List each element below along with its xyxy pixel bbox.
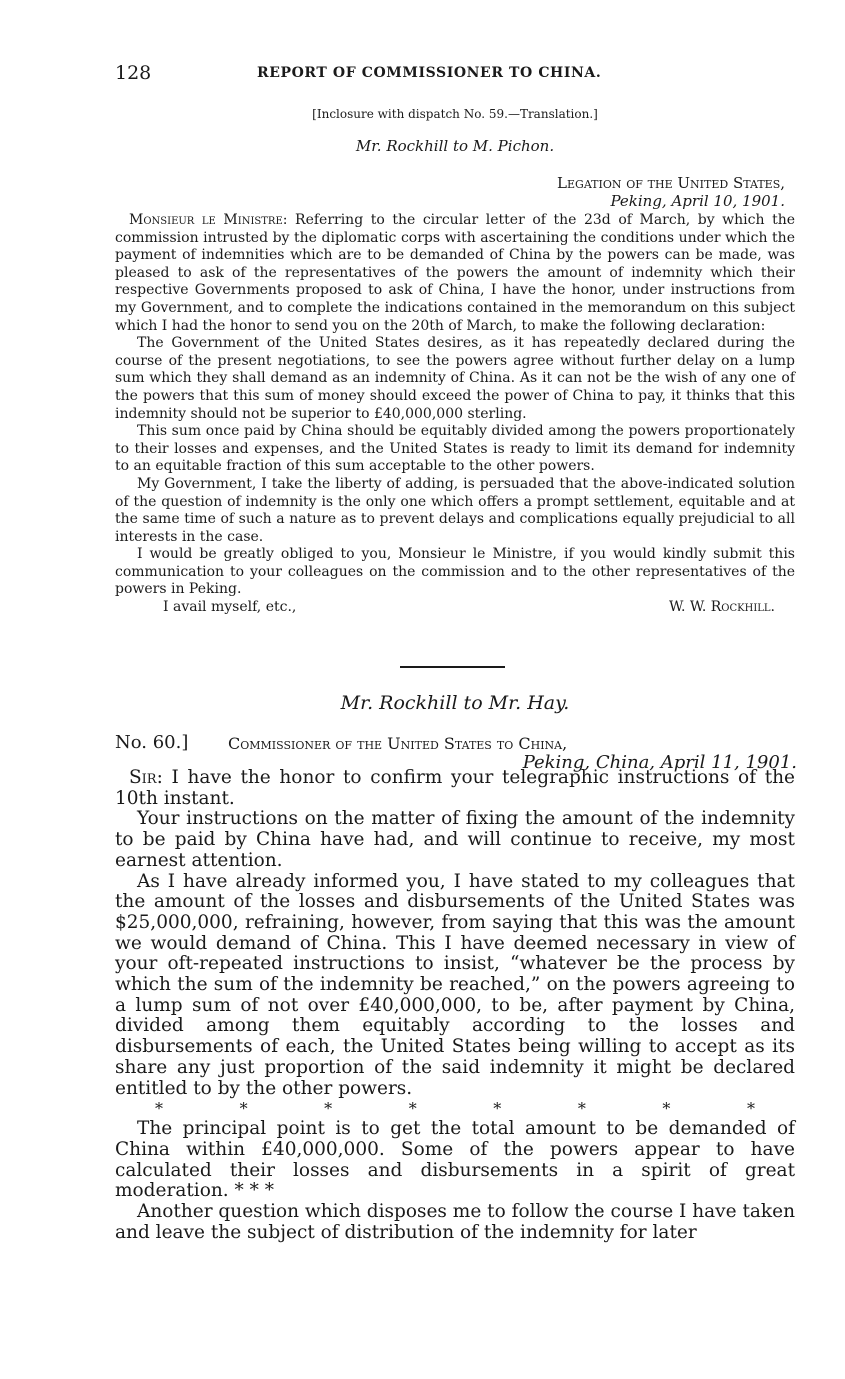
running-title: REPORT OF COMMISSIONER TO CHINA. [257,65,602,81]
section-divider [400,666,505,668]
letter1-paragraph-1 [115,212,795,335]
letter2-paragraph-3: As I have already informed you, I have stated to my colleagues that the amount of the losses and disbursements of the United States was $25,000,000, refraining, however, from saying that this was the amount we would demand of China. This I have deemed necessary in view of your oft-repeated instructions to insist, “whatever be the process by which the sum of the indemnity be reached,” on the powers agreeing to a lump sum of not over £40,000,000, to be, after payment by China, divided among them equitably according to the losses and disbursements of each, the United States being willing to accept as its share any just proportion of the said indemnity it might be declared entitled to by the other powers. [115,870,795,1099]
letter2-body [115,768,795,1243]
letter1-paragraph-3: This sum once paid by China should be equitably divided among the powers proportionately to their losses and expenses, and the United States is ready to limit its demand for indemnity to an equitable fraction of this sum acceptable to the other powers. [115,423,795,475]
letter1-paragraph-5: I would be greatly obliged to you, Monsieur le Ministre, if you would kindly submit this communication to your colleagues on the commission and to the other representatives of the powers in Peking. [115,546,795,598]
ellipsis-star: * [408,1099,417,1119]
ellipsis-star: * [662,1099,671,1119]
letter2-paragraph-2: Your instructions on the matter of fixing the amount of the indemnity to be paid by China have had, and will continue to receive, my most earnest attention. [115,808,795,871]
letter1-paragraph-1-text: Referring to the circular letter of the 23d of March, by which the commission intrusted by the diplomatic corps with ascertaining the conditions under which the payment of indemnities which are to be demanded of China by the powers can be made, was pleased to ask of the representatives of the powers the amount of indemnity which their respective Governments proposed to ask of China, I have the honor, under instructions from my Government, and to complete the indications contained in the memorandum on this subject which I had the honor to send you on the 20th of March, to make the following declaration: [115,212,796,334]
letter2-paragraph-5: Another question which disposes me to follow the course I have taken and leave the subject of distribution of the indemnity for later [115,1201,795,1243]
ellipsis-star: * [324,1099,333,1119]
letter2-dispatch-number: No. 60.] [115,732,189,753]
letter1-closing-line [115,599,795,619]
ellipsis-star: * [493,1099,502,1119]
letter1-paragraph-4: My Government, I take the liberty of adding, is persuaded that the above-indicated solution of the question of indemnity is the only one which offers a prompt settlement, equitable and at the same time of such a nature as to prevent delays and complications equally prejudicial to all interests in the case. [115,475,795,545]
letter2-salutation: Sir: [129,767,163,788]
letter1-paragraph-2: The Government of the United States desires, as it has repeatedly declared during the course of the present negotiations, to see the powers agree without further delay on a lump sum which they shall demand as an indemnity of China. As it can not be the wish of any one of the powers that this sum of money should exceed the power of China to pay, it thinks that this indemnity should not be superior to £40,000,000 sterling. [115,335,795,422]
letter2-heading: Mr. Rockhill to Mr. Hay. [340,692,570,714]
running-head [115,62,795,88]
letter1-salutation: Monsieur le Ministre: [129,212,288,228]
letter1-closing: I avail myself, etc., [163,599,297,616]
letter1-body [115,212,795,619]
letter1-dateline [557,174,785,210]
letter1-dateline-org: Legation of the United States, [557,174,785,192]
letter2-dateline-place: Peking, China, April 11, 1901. [522,752,797,773]
enclosure-note: [Inclosure with dispatch No. 59.—Translation.] [312,107,598,121]
ellipsis-star: * [155,1099,163,1119]
page-number: 128 [115,62,152,84]
letter2-paragraph-1 [115,768,795,809]
letter2-paragraph-4-stars: * * * [234,1180,275,1202]
letter1-heading: Mr. Rockhill to M. Pichon. [355,137,555,155]
ellipsis-star: * [577,1099,586,1119]
letter1-dateline-place: Peking, April 10, 1901. [610,192,785,210]
letter2-dateline-org: Commissioner of the United States to China, [228,734,568,753]
letter2-paragraph-1-text: I have the honor to confirm your telegraphic instructions of the 10th instant. [115,767,795,809]
letter2-paragraph-4 [115,1119,795,1202]
letter2-paragraph-4-text: The principal point is to get the total amount to be demanded of China within £40,000,000. Some of the powers appear to have calculated their losses and disbursements in a spirit of great moderation. [115,1118,795,1202]
letter1-signature: W. W. Rockhill. [669,599,775,616]
ellipsis-row [115,1099,795,1119]
ellipsis-star: * [239,1099,248,1119]
ellipsis-star: * [746,1099,755,1119]
